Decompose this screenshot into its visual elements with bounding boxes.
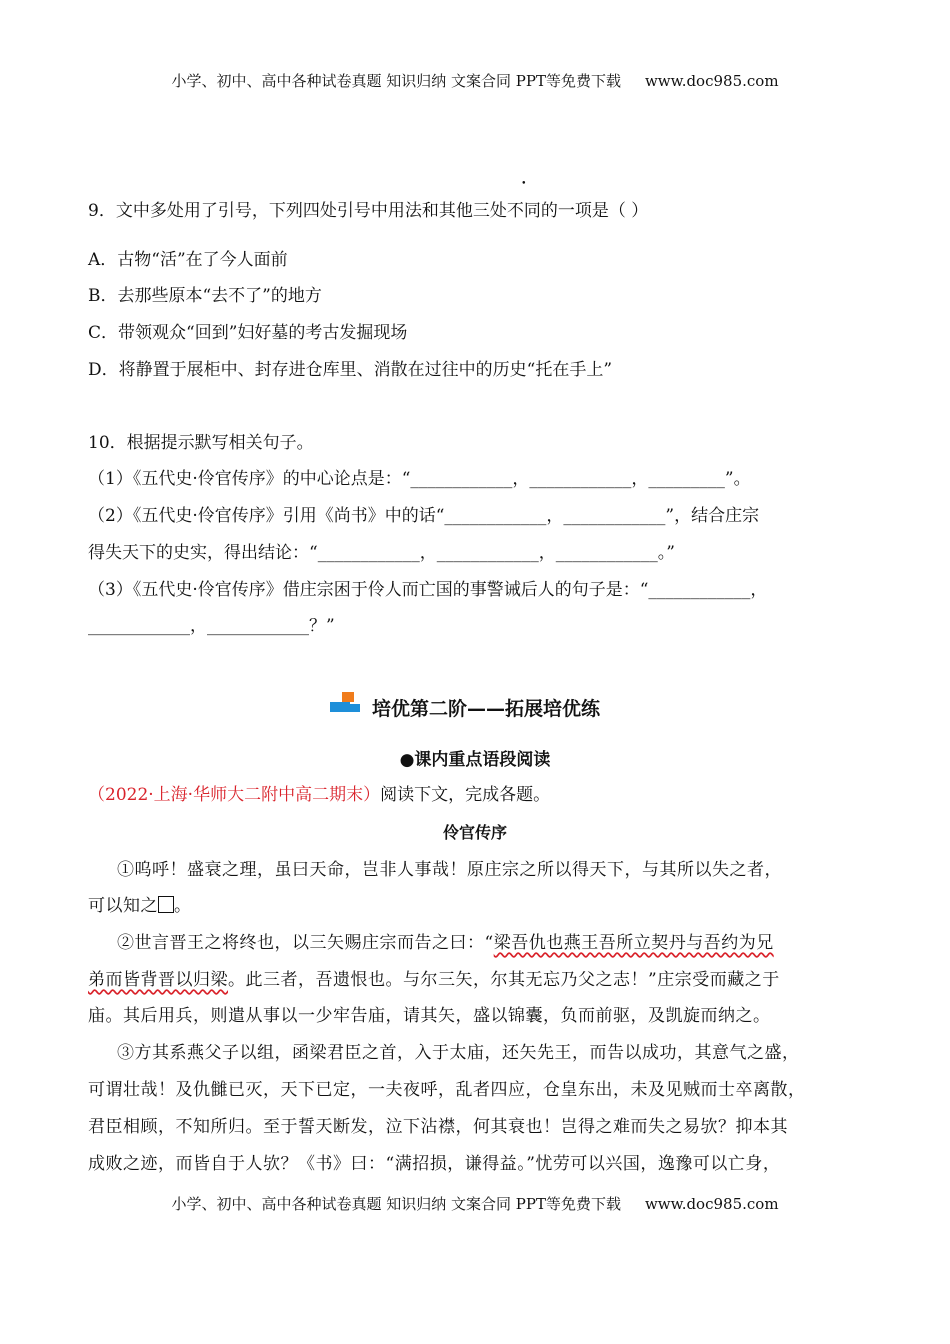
header-text: 小学、初中、高中各种试卷真题 知识归纳 文案合同 PPT等免费下载 [171, 72, 621, 90]
option-b: B．去那些原本“去不了”的地方 [88, 286, 322, 306]
emphasis-text: 不同 [506, 201, 541, 221]
header-site[interactable]: www.doc985.com [644, 72, 779, 90]
option-c: C．带领观众“回到”妇好墓的考古发掘现场 [88, 323, 408, 343]
footer-site[interactable]: www.doc985.com [644, 1195, 779, 1213]
passage-line: ③方其系燕父子以组，函梁君臣之首，入于太庙，还矢先王，而告以成功，其意气之盛， [117, 1043, 800, 1063]
passage-line: ①呜呼！盛衰之理，虽曰天命，岂非人事哉！原庄宗之所以得天下，与其所以失之者， [117, 860, 782, 880]
page-footer [0, 1193, 950, 1214]
wavy-underlined-text: 梁吾仇也燕王吾所立契丹与吾约为兄 [493, 933, 774, 953]
wavy-underlined-text: 弟而皆背晋以归梁 [88, 970, 228, 990]
question-10-line: （1）《五代史·伶官传序》的中心论点是：“____________，____________，_________”。 [88, 469, 751, 489]
source-tag: （2022·上海·华师大二附中高二期末） [88, 785, 381, 805]
passage-title: 伶官传序 [442, 823, 507, 842]
passage-line: ②世言晋王之将终也，以三矢赐庄宗而告之曰：“梁吾仇也燕王吾所立契丹与吾约为兄 [117, 933, 774, 953]
question-10-line: （2）《五代史·伶官传序》引用《尚书》中的话“____________，____________”，结合庄宗 [88, 506, 760, 526]
blank-box [158, 896, 174, 913]
passage-line: 弟而皆背晋以归梁。此三者，吾遗恨也。与尔三矢，尔其无忘乃父之志！”庄宗受而藏之于 [88, 970, 780, 990]
passage-line: 可谓壮哉！及仇雠已灭，天下已定，一夫夜呼，乱者四应，仓皇东出，未及见贼而士卒离散， [88, 1080, 806, 1100]
passage-line: 君臣相顾，不知所归。至于誓天断发，泣下沾襟，何其衰也！岂得之难而失之易欤？抑本其 [88, 1117, 788, 1137]
section-blocks-icon [330, 692, 364, 722]
source-instruction: 阅读下文，完成各题。 [380, 785, 551, 805]
option-d: D．将静置于展柜中、封存进仓库里、消散在过往中的历史“托在手上” [88, 360, 613, 380]
question-10-stem: 10．根据提示默写相关句子。 [88, 433, 314, 453]
question-10-line: （3）《五代史·伶官传序》借庄宗困于伶人而亡国的事警诫后人的句子是：“____________， [88, 580, 768, 600]
passage-line: 成败之迹，而皆自于人欤？《书》曰：“满招损，谦得益。”忧劳可以兴国，逸豫可以亡身， [88, 1154, 781, 1174]
passage-line: 可以知之 。 [88, 896, 192, 916]
question-10-line: 得失天下的史实，得出结论：“____________，____________，____________。” [88, 543, 675, 563]
passage-line: 庙。其后用兵，则遣从事以一少牢告庙，请其矢，盛以锦囊，负而前驱，及凯旋而纳之。 [88, 1006, 771, 1026]
source-line [88, 780, 550, 805]
footer-text: 小学、初中、高中各种试卷真题 知识归纳 文案合同 PPT等免费下载 [171, 1195, 621, 1213]
option-a: A．古物“活”在了今人面前 [88, 250, 288, 270]
section-title: 培优第二阶——拓展培优练 [330, 692, 600, 722]
page-header [0, 70, 950, 91]
question-10-line: ____________，____________？” [88, 616, 335, 636]
question-9-stem: 9．文中多处用了引号，下列四处引号中用法和其他三处不同的一项是（ ） [88, 196, 648, 221]
section-subtitle: ●课内重点语段阅读 [399, 750, 551, 770]
